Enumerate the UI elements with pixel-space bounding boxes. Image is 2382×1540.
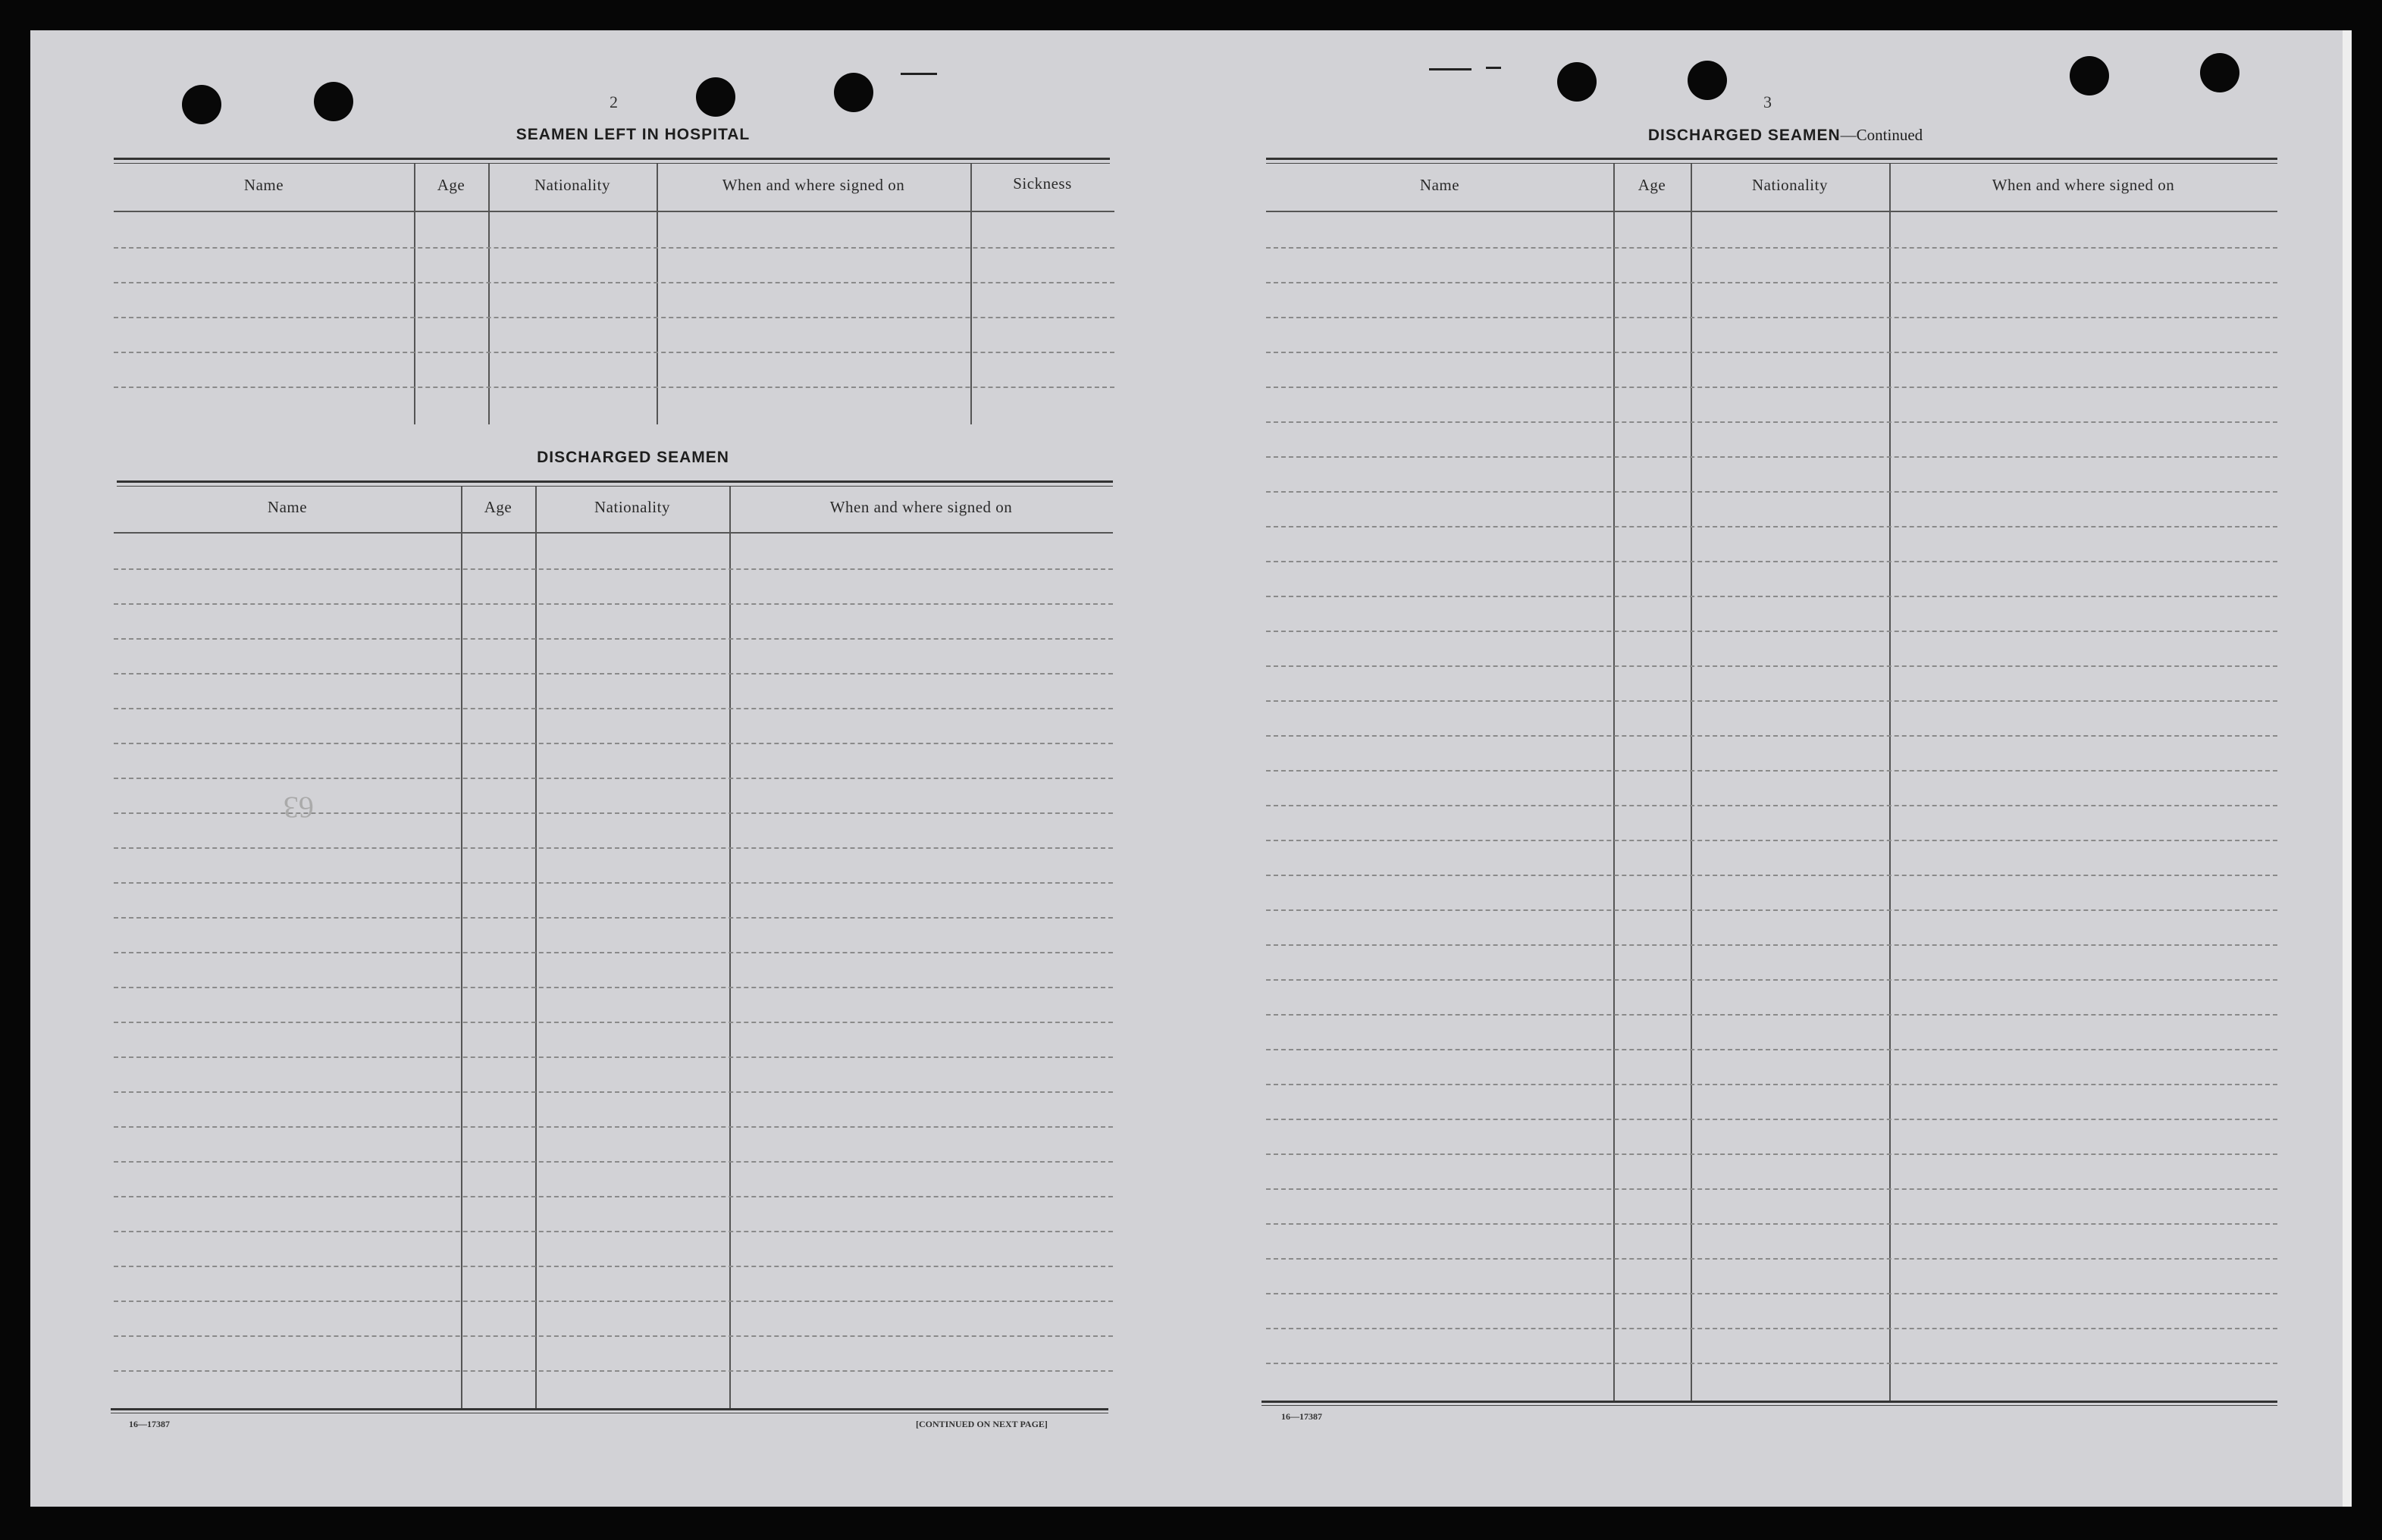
entry-row-line — [1266, 1049, 2277, 1050]
continued-note: [CONTINUED ON NEXT PAGE] — [916, 1419, 1048, 1429]
entry-row-line — [1266, 526, 2277, 527]
entry-row-line — [1266, 665, 2277, 667]
entry-row-line — [1266, 1328, 2277, 1329]
column-divider — [414, 164, 415, 424]
entry-row-line — [1266, 1014, 2277, 1016]
hospital-section-title: SEAMEN LEFT IN HOSPITAL — [516, 126, 751, 143]
entry-row-line — [114, 568, 1113, 570]
ink-speck — [901, 73, 937, 75]
column-divider — [1691, 164, 1692, 1401]
entry-row-line — [114, 1370, 1113, 1372]
entry-row-line — [1266, 421, 2277, 423]
entry-row-line — [114, 847, 1113, 849]
header-underline — [114, 532, 1113, 534]
entry-row-line — [1266, 282, 2277, 283]
column-header-age: Age — [437, 176, 465, 194]
rule — [114, 158, 1110, 160]
entry-row-line — [1266, 596, 2277, 597]
column-divider — [729, 487, 731, 1408]
column-divider — [657, 164, 658, 424]
entry-row-line — [114, 708, 1113, 709]
column-divider — [461, 487, 462, 1408]
entry-row-line — [1266, 1188, 2277, 1190]
entry-row-line — [1266, 247, 2277, 249]
form-number-left: 16—17387 — [129, 1419, 170, 1429]
column-divider — [1889, 164, 1891, 1401]
column-header-name: Name — [267, 498, 308, 516]
entry-row-line — [114, 1335, 1113, 1337]
faint-stamp-mark: 63 — [284, 790, 314, 825]
entry-row-line — [114, 1266, 1113, 1267]
entry-row-line — [114, 778, 1113, 779]
entry-row-line — [114, 1231, 1113, 1232]
entry-row-line — [114, 1091, 1113, 1093]
punch-hole — [1688, 61, 1727, 100]
entry-row-line — [1266, 1084, 2277, 1085]
punch-hole — [314, 82, 353, 121]
punch-hole — [2200, 53, 2239, 92]
entry-row-line — [114, 987, 1113, 988]
punch-hole — [1557, 62, 1597, 102]
entry-row-line — [114, 917, 1113, 919]
entry-row-line — [114, 1161, 1113, 1163]
column-divider — [970, 164, 972, 424]
column-divider — [488, 164, 490, 424]
entry-row-line — [114, 812, 1113, 814]
entry-row-line — [114, 952, 1113, 953]
rule — [1262, 1401, 2277, 1403]
column-header-age: Age — [1638, 176, 1666, 194]
entry-row-line — [114, 673, 1113, 675]
entry-row-line — [1266, 1363, 2277, 1364]
entry-row-line — [1266, 352, 2277, 353]
entry-row-line — [1266, 875, 2277, 876]
column-header-nationality: Nationality — [534, 176, 610, 194]
title-text: DISCHARGED SEAMEN — [1647, 127, 1841, 144]
ink-speck — [1429, 68, 1472, 70]
title-suffix: —Continued — [1840, 126, 1923, 144]
punch-hole — [696, 77, 735, 117]
page-number-left: 2 — [610, 92, 618, 111]
page-number-right: 3 — [1763, 92, 1772, 111]
entry-row-line — [1266, 317, 2277, 318]
rule — [1262, 1405, 2277, 1406]
entry-row-line — [114, 743, 1113, 744]
punch-hole — [2070, 56, 2109, 95]
entry-row-line — [1266, 770, 2277, 772]
column-header-signed-on: When and where signed on — [722, 176, 905, 194]
column-header-name: Name — [1419, 176, 1460, 194]
entry-row-line — [1266, 1293, 2277, 1294]
rule — [111, 1408, 1108, 1410]
ink-speck — [1486, 67, 1501, 69]
entry-row-line — [1266, 805, 2277, 806]
entry-row-line — [1266, 1223, 2277, 1225]
entry-row-line — [1266, 1258, 2277, 1260]
column-header-signed-on: When and where signed on — [1992, 176, 2175, 194]
rule — [1266, 158, 2277, 160]
column-header-age: Age — [484, 498, 512, 516]
entry-row-line — [1266, 1119, 2277, 1120]
entry-row-line — [114, 1126, 1113, 1128]
column-header-signed-on: When and where signed on — [829, 498, 1013, 516]
entry-row-line — [1266, 631, 2277, 632]
rule — [117, 480, 1113, 483]
rule — [114, 163, 1110, 164]
column-header-nationality: Nationality — [594, 498, 670, 516]
discharged-section-title: DISCHARGED SEAMEN — [537, 449, 729, 466]
entry-row-line — [114, 387, 1114, 388]
entry-row-line — [114, 317, 1114, 318]
entry-row-line — [1266, 944, 2277, 946]
document-spread — [30, 30, 2352, 1507]
entry-row-line — [1266, 387, 2277, 388]
entry-row-line — [114, 603, 1113, 605]
punch-hole — [834, 73, 873, 112]
column-header-name: Name — [243, 176, 284, 194]
entry-row-line — [1266, 1153, 2277, 1155]
entry-row-line — [114, 882, 1113, 884]
entry-row-line — [114, 1301, 1113, 1302]
entry-row-line — [1266, 979, 2277, 981]
entry-row-line — [1266, 840, 2277, 841]
entry-row-line — [1266, 491, 2277, 493]
header-underline — [1266, 211, 2277, 212]
column-divider — [535, 487, 537, 1408]
entry-row-line — [114, 1022, 1113, 1023]
entry-row-line — [114, 352, 1114, 353]
rule — [117, 486, 1113, 487]
entry-row-line — [1266, 735, 2277, 737]
entry-row-line — [1266, 909, 2277, 911]
column-header-sickness: Sickness — [1013, 174, 1072, 192]
entry-row-line — [114, 638, 1113, 640]
rule — [1266, 163, 2277, 164]
entry-row-line — [114, 1196, 1113, 1197]
column-header-nationality: Nationality — [1752, 176, 1828, 194]
punch-hole — [182, 85, 221, 124]
entry-row-line — [114, 247, 1114, 249]
form-number-right: 16—17387 — [1281, 1411, 1322, 1422]
entry-row-line — [1266, 456, 2277, 458]
entry-row-line — [114, 1056, 1113, 1058]
entry-row-line — [1266, 700, 2277, 702]
column-divider — [1613, 164, 1615, 1401]
discharged-continued-title — [1266, 126, 2305, 145]
header-underline — [114, 211, 1114, 212]
entry-row-line — [114, 282, 1114, 283]
entry-row-line — [1266, 561, 2277, 562]
